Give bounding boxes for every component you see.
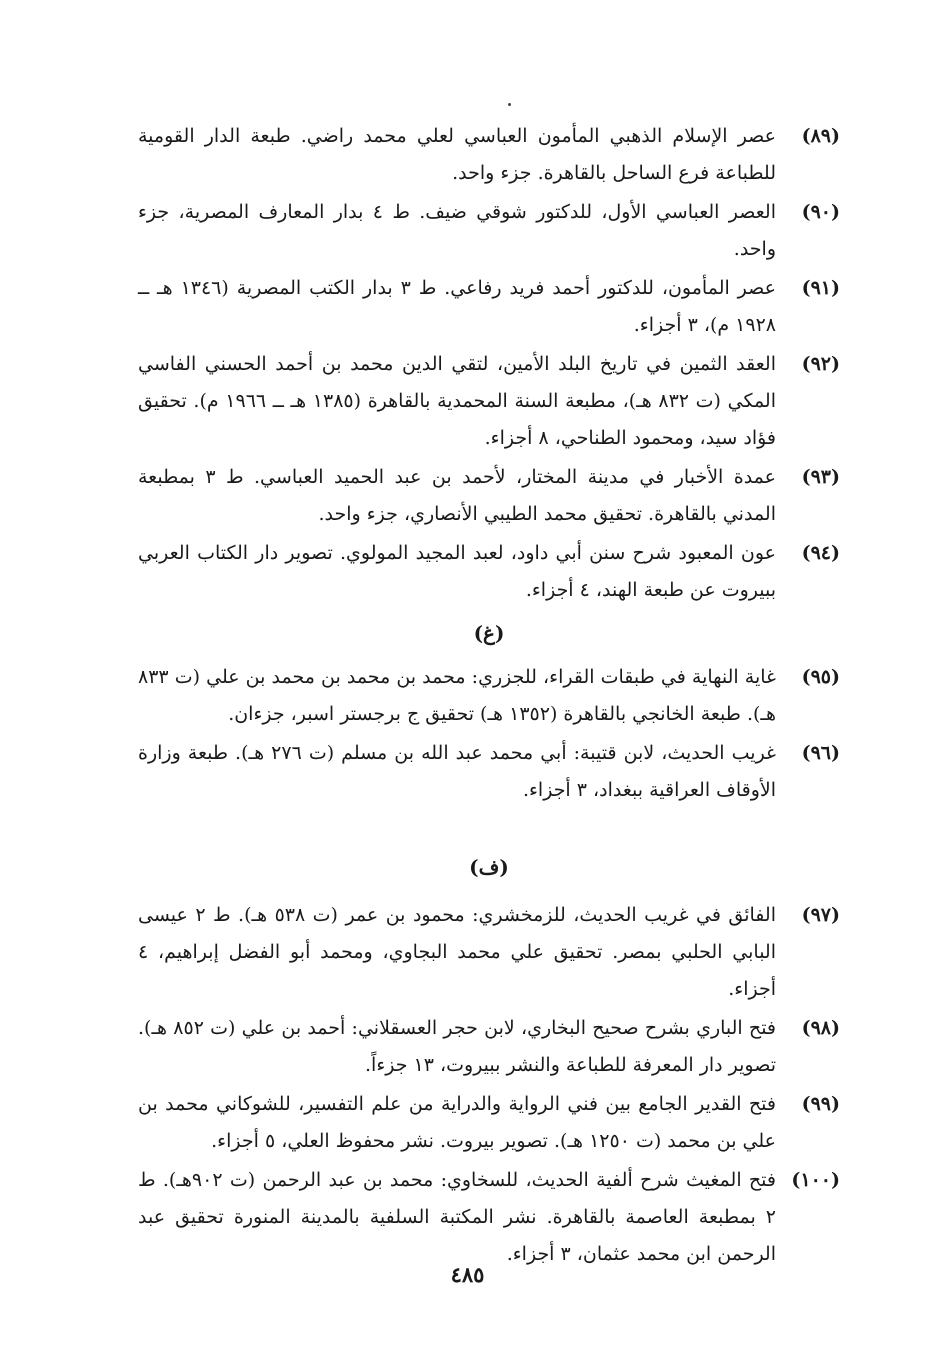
entry-text: عمدة الأخبار في مدينة المختار، لأحمد بن عبد الحميد العباسي. ط ٣ بمطبعة المدني بالقاهرة. تحقيق محمد الطيبي الأنصاري، جزء واحد. — [138, 466, 776, 525]
entry-number: (٩٠) — [801, 201, 840, 223]
bibliography-entry — [138, 194, 840, 268]
bibliography-entry — [138, 1086, 840, 1160]
entry-number: (٩٩) — [801, 1093, 840, 1115]
entry-text: عصر المأمون، للدكتور أحمد فريد رفاعي. ط ٣ بدار الكتب المصرية (١٣٤٦ هـ ــ ١٩٢٨ م)، ٣ أجزاء. — [138, 277, 776, 336]
page-number: ٤٨٥ — [450, 1262, 485, 1287]
entry-number: (٩٨) — [801, 1017, 840, 1039]
entry-number: (٩٦) — [801, 742, 840, 764]
entry-number: (٩١) — [801, 277, 840, 299]
entry-text: غاية النهاية في طبقات القراء، للجزري: محمد بن محمد بن محمد بن علي (ت ٨٣٣ هـ). طبعة الخانجي بالقاهرة (١٣٥٢ هـ) تحقيق ج برجستر اسبر، جزءان. — [138, 666, 776, 725]
decorative-dot — [508, 103, 511, 106]
entry-number: (٩٥) — [801, 666, 840, 688]
entry-text: فتح الباري بشرح صحيح البخاري، لابن حجر العسقلاني: أحمد بن علي (ت ٨٥٢ هـ). تصوير دار المعرفة للطباعة والنشر ببيروت، ١٣ جزءاً. — [138, 1017, 777, 1076]
bibliography-entry — [138, 535, 840, 609]
entry-text: غريب الحديث، لابن قتيبة: أبي محمد عبد الله بن مسلم (ت ٢٧٦ هـ). طبعة وزارة الأوقاف العراقية ببغداد، ٣ أجزاء. — [138, 742, 776, 801]
entry-number: (٩٤) — [801, 542, 840, 564]
entry-number: (٩٧) — [801, 904, 840, 926]
bibliography-entry — [138, 270, 840, 344]
section-heading-ghain: (غ) — [473, 621, 505, 645]
bibliography-entry — [138, 1010, 840, 1084]
entry-text: فتح المغيث شرح ألفية الحديث، للسخاوي: محمد بن عبد الرحمن (ت ٩٠٢هـ). ط ٢ بمطبعة العاصمة بالقاهرة. نشر المكتبة السلفية بالمدينة المنورة تحقيق عبد الرحمن ابن محمد عثمان، ٣ أجزاء. — [138, 1169, 776, 1265]
entry-number: (١٠٠) — [791, 1169, 840, 1191]
entry-text: العصر العباسي الأول، للدكتور شوقي ضيف. ط ٤ بدار المعارف المصرية، جزء واحد. — [138, 201, 776, 260]
bibliography-entry — [138, 459, 840, 533]
entry-text: الفائق في غريب الحديث، للزمخشري: محمود بن عمر (ت ٥٣٨ هـ). ط ٢ عيسى البابي الحلبي بمصر. تحقيق علي محمد البجاوي، ومحمد أبو الفضل إبراهيم، ٤ أجزاء. — [138, 904, 776, 1000]
entry-text: عون المعبود شرح سنن أبي داود، لعبد المجيد المولوي. تصوير دار الكتاب العربي ببيروت عن طبعة الهند، ٤ أجزاء. — [138, 542, 776, 601]
bibliography-list — [138, 118, 840, 1275]
entry-number: (٩٣) — [801, 466, 840, 488]
bibliography-entry — [138, 659, 840, 733]
bibliography-entry — [138, 118, 840, 192]
bibliography-entry — [138, 1162, 840, 1273]
bibliography-entry — [138, 346, 840, 457]
entry-text: عصر الإسلام الذهبي المأمون العباسي لعلي محمد راضي. طبعة الدار القومية للطباعة فرع الساحل بالقاهرة. جزء واحد. — [138, 125, 776, 184]
section-heading-fa: (ف) — [469, 855, 509, 879]
entry-text: فتح القدير الجامع بين فني الرواية والدراية من علم التفسير، للشوكاني محمد بن علي بن محمد (ت ١٢٥٠ هـ). تصوير بيروت. نشر محفوظ العلي، ٥ أجزاء. — [138, 1093, 776, 1152]
bibliography-entry — [138, 735, 840, 809]
entry-number: (٨٩) — [801, 125, 840, 147]
entry-text: العقد الثمين في تاريخ البلد الأمين، لتقي الدين محمد بن أحمد الحسني الفاسي المكي (ت ٨٣٢ هـ)، مطبعة السنة المحمدية بالقاهرة (١٣٨٥ هـ ــ ١٩٦٦ م). تحقيق فؤاد سيد، ومحمود الطناحي، ٨ أجزاء. — [138, 353, 776, 449]
entry-number: (٩٢) — [801, 353, 840, 375]
bibliography-entry — [138, 897, 840, 1008]
